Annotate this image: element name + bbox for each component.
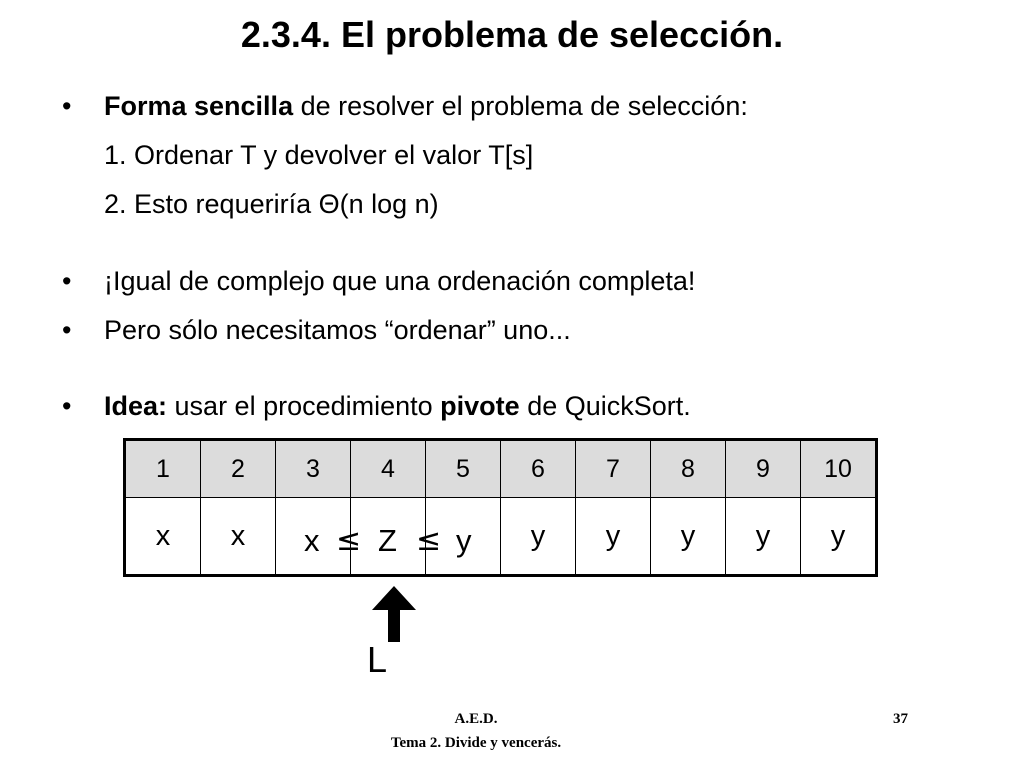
- value-cell: y: [726, 498, 801, 576]
- bullet-complex: ¡Igual de complejo que una ordenación completa!: [104, 266, 696, 296]
- index-cell: 4: [351, 440, 426, 498]
- bold-term: pivote: [440, 391, 520, 421]
- index-cell: 5: [426, 440, 501, 498]
- index-cell: 10: [801, 440, 877, 498]
- index-row: [125, 440, 877, 498]
- value-row: [125, 498, 877, 576]
- index-cell: 2: [201, 440, 276, 498]
- bullet-marker: •: [62, 391, 72, 421]
- slide-title: 2.3.4. El problema de selección.: [240, 14, 784, 55]
- value-z: Z: [378, 523, 397, 558]
- bullet-only-one: Pero sólo necesitamos “ordenar” uno...: [104, 315, 571, 345]
- leq-symbol: ≤: [336, 523, 362, 558]
- value-x: x: [304, 523, 320, 558]
- value-cell: x: [125, 498, 201, 576]
- bold-term: Forma sencilla: [104, 91, 294, 121]
- bullet-idea: [104, 390, 691, 422]
- bullet-text: de resolver el problema de selección:: [293, 91, 748, 121]
- bullet-text: de QuickSort.: [519, 391, 691, 421]
- bullet-marker: •: [62, 315, 72, 345]
- pivot-label: L: [367, 639, 388, 680]
- bold-term: Idea:: [104, 391, 168, 421]
- sub-item-complexity: 2. Esto requeriría Θ(n log n): [104, 189, 439, 219]
- index-cell: 3: [276, 440, 351, 498]
- value-cell: y: [651, 498, 726, 576]
- index-cell: 7: [576, 440, 651, 498]
- bullet-marker: •: [62, 91, 72, 121]
- value-cell: y: [501, 498, 576, 576]
- index-cell: 1: [125, 440, 201, 498]
- bullet-text: usar el procedimiento: [167, 391, 441, 421]
- bullet-simple-method: [104, 90, 748, 122]
- bullet-marker: •: [62, 266, 72, 296]
- index-cell: 6: [501, 440, 576, 498]
- array-table: [123, 438, 878, 577]
- index-cell: 9: [726, 440, 801, 498]
- value-cell: x: [201, 498, 276, 576]
- leq-symbol: ≤: [416, 523, 442, 558]
- value-cell: y: [801, 498, 877, 576]
- value-y: y: [456, 523, 472, 558]
- sub-item-sort: 1. Ordenar T y devolver el valor T[s]: [104, 140, 534, 170]
- index-cell: 8: [651, 440, 726, 498]
- page-number: 37: [893, 711, 908, 727]
- footer-course: A.E.D.: [454, 711, 498, 727]
- up-arrow-icon: [370, 586, 418, 642]
- value-cell: y: [576, 498, 651, 576]
- footer-topic: Tema 2. Divide y vencerás.: [390, 735, 562, 751]
